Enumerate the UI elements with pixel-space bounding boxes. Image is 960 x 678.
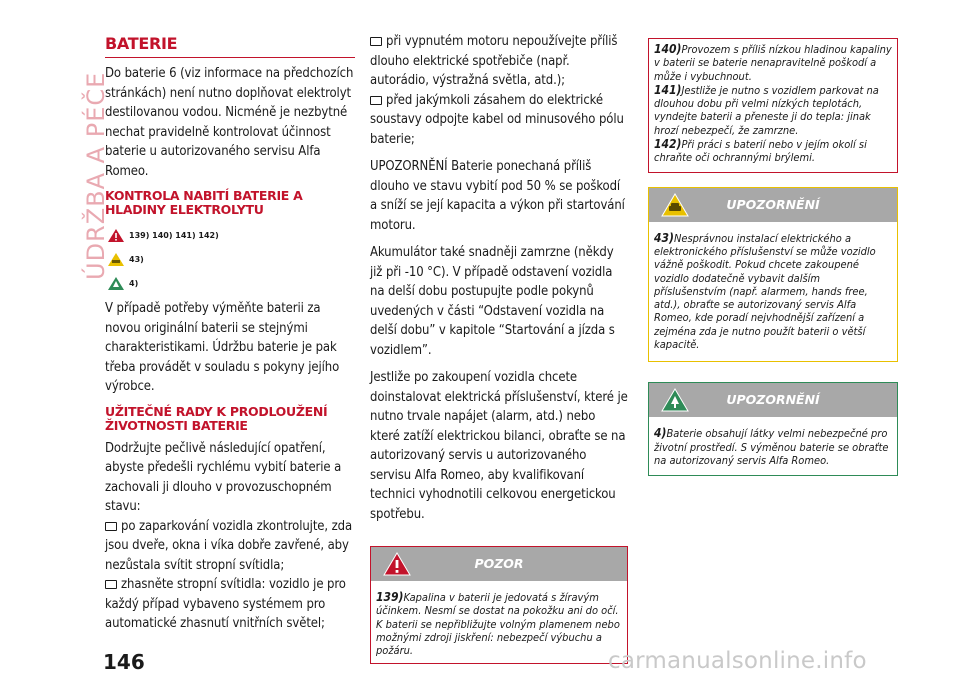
warning-box-body (649, 222, 897, 362)
column-2 (370, 32, 628, 664)
danger-reference (105, 223, 355, 247)
column-3 (648, 38, 898, 476)
list-item: 142)Při práci s baterií nebo v jejím okolí si chraňte oči ochrannými brýlemi. (654, 137, 867, 165)
intro-paragraph: Do baterie 6 (viz informace na předchozích stránkách) není nutno doplňovat elektrolyt destilovanou vodou. Nicméně je nezbytné nechat pravidelně kontrolovat účinnost baterie u autorizovaného servisu Alfa Romeo. (105, 66, 354, 179)
checkbox-bullet-icon (105, 522, 117, 531)
danger-triangle-icon (107, 228, 125, 243)
danger-box-body (371, 581, 627, 663)
warning-reference (105, 247, 355, 271)
side-chapter-label: ÚDRŽBA A PÉČE (82, 71, 110, 280)
freezing-paragraph: Akumulátor také snadněji zamrzne (někdy již při -10 °C). V případě odstavení vozidla na delší dobu postupujte podle pokynů uvedených v části “Odstavení vozidla na delší dobu” v kapitole “Startování a jízda s vozidlem”. (370, 245, 615, 358)
side-chapter-tab (56, 30, 110, 280)
subheading-check: KONTROLA NABITÍ BATERIE A HLADINY ELEKTROLYTU (105, 188, 303, 217)
column-1 (105, 34, 355, 634)
danger-box-title: POZOR (474, 556, 524, 571)
environment-reference-number: 4) (129, 278, 139, 288)
environment-box (648, 382, 898, 476)
list-item: 141)Jestliže je nutno s vozidlem parkovat na dlouhou dobu při velmi nízkých teplotách, vyndejte baterii a přeneste ji do tepla: jinak hrozí nebezpečí, že zamrzne. (654, 82, 879, 137)
list-item: před jakýmkoli zásahem do elektrické soustavy odpojte kabel od minusového pólu baterie; (370, 92, 624, 147)
environment-reference (105, 271, 355, 295)
warning-reference-number: 43) (129, 254, 144, 264)
checkbox-bullet-icon (370, 96, 382, 105)
replacement-paragraph: V případě potřeby výměňte baterii za novou originální baterii se stejnými charakteristikami. Údržbu baterie je pak třeba provádět v souladu s pokyny jejího výrobce. (105, 301, 340, 394)
accessories-paragraph: Jestliže po zakoupení vozidla chcete doinstalovat elektrická příslušenství, které je nutno trvale napájet (alarm, atd.) nebo které zatíží elektrickou bilanci, obraťte se na autorizovaný servis u autorizovaného servisu Alfa Romeo, aby kvalifikovaní technici vyhodnotili celkovou energetickou spotřebu. (370, 370, 628, 522)
note-text: Kapalina v baterii je jedovatá s žíravým účinkem. Nesmí se dostat na pokožku ani do očí. K baterii se nepřibližujte volným plamenem nebo možnými zdroji jiskření: nebezpečí výbuchu a požáru. (376, 591, 620, 658)
warning-box (648, 187, 898, 363)
checkbox-bullet-icon (370, 37, 382, 46)
warning-box-header (649, 188, 897, 222)
list-item: po zaparkování vozidla zkontrolujte, zda jsou dveře, okna i víka dobře zavřené, aby nezůstala svítit stropní svítidla; (105, 518, 353, 573)
warning-box-title: UPOZORNĚNÍ (726, 196, 820, 212)
tips-paragraph: Dodržujte pečlivě následující opatření, abyste předešli rychlému vybití baterie a zachovali ji dlouho v provozuschopném stavu: (105, 440, 342, 514)
note-number: 4) (654, 426, 667, 441)
list-item: 140)Provozem s příliš nízkou hladinou kapaliny v baterii se baterie nenapravitelně poškodí a může i vybuchnout. (654, 42, 892, 83)
warning-triangle-icon (107, 252, 125, 267)
section-heading: BATERIE (105, 34, 178, 53)
watermark: carmanualsonline.info (608, 648, 867, 674)
list-item: při vypnutém motoru nepoužívejte příliš dlouho elektrické spotřebiče (např. autorádio, výstražná světla, atd.); (370, 34, 618, 88)
notice-paragraph: UPOZORNĚNÍ Baterie ponechaná příliš dlouho ve stavu vybití pod 50 % se poškodí a sníží se její kapacita a výkon při startování motoru. (370, 159, 625, 233)
note-number: 139) (376, 590, 404, 604)
heading-rule (105, 57, 355, 58)
note-number: 43) (654, 230, 674, 245)
danger-box-header (371, 547, 627, 581)
page-number: 146 (103, 650, 145, 674)
environment-box-body (649, 417, 897, 475)
environment-triangle-icon (107, 276, 125, 291)
list-item: zhasněte stropní svítidla: vozidlo je pro každý případ vybaveno systémem pro automatické zhasnutí vnitřních světel; (105, 577, 346, 631)
note-text: Baterie obsahují látky velmi nebezpečné pro životní prostředí. S výměnou baterie se obraťte na autorizovaný servis Alfa Romeo. (654, 427, 889, 467)
danger-continuation-box (648, 38, 898, 173)
environment-box-header (649, 383, 897, 417)
danger-reference-numbers: 139) 140) 141) 142) (129, 230, 219, 240)
environment-box-title: UPOZORNĚNÍ (726, 392, 820, 408)
note-text: Nesprávnou instalací elektrického a elektronického příslušenství se může vozidlo vážně poškodit. Pokud chcete zakoupené vozidlo dodatečně vybavit dalším příslušenstvím (např. alarmem, hands free, atd.), obraťte se autorizovaný servis Alfa Romeo, kde poradí nejvhodnější zařízení a zejména zda je nutno použít baterii o větší kapacitě. (654, 231, 876, 352)
subheading-tips: UŽITEČNÉ RADY K PRODLOUŽENÍ ŽIVOTNOSTI BATERIE (105, 403, 328, 433)
danger-box (370, 546, 628, 664)
checkbox-bullet-icon (105, 580, 117, 589)
